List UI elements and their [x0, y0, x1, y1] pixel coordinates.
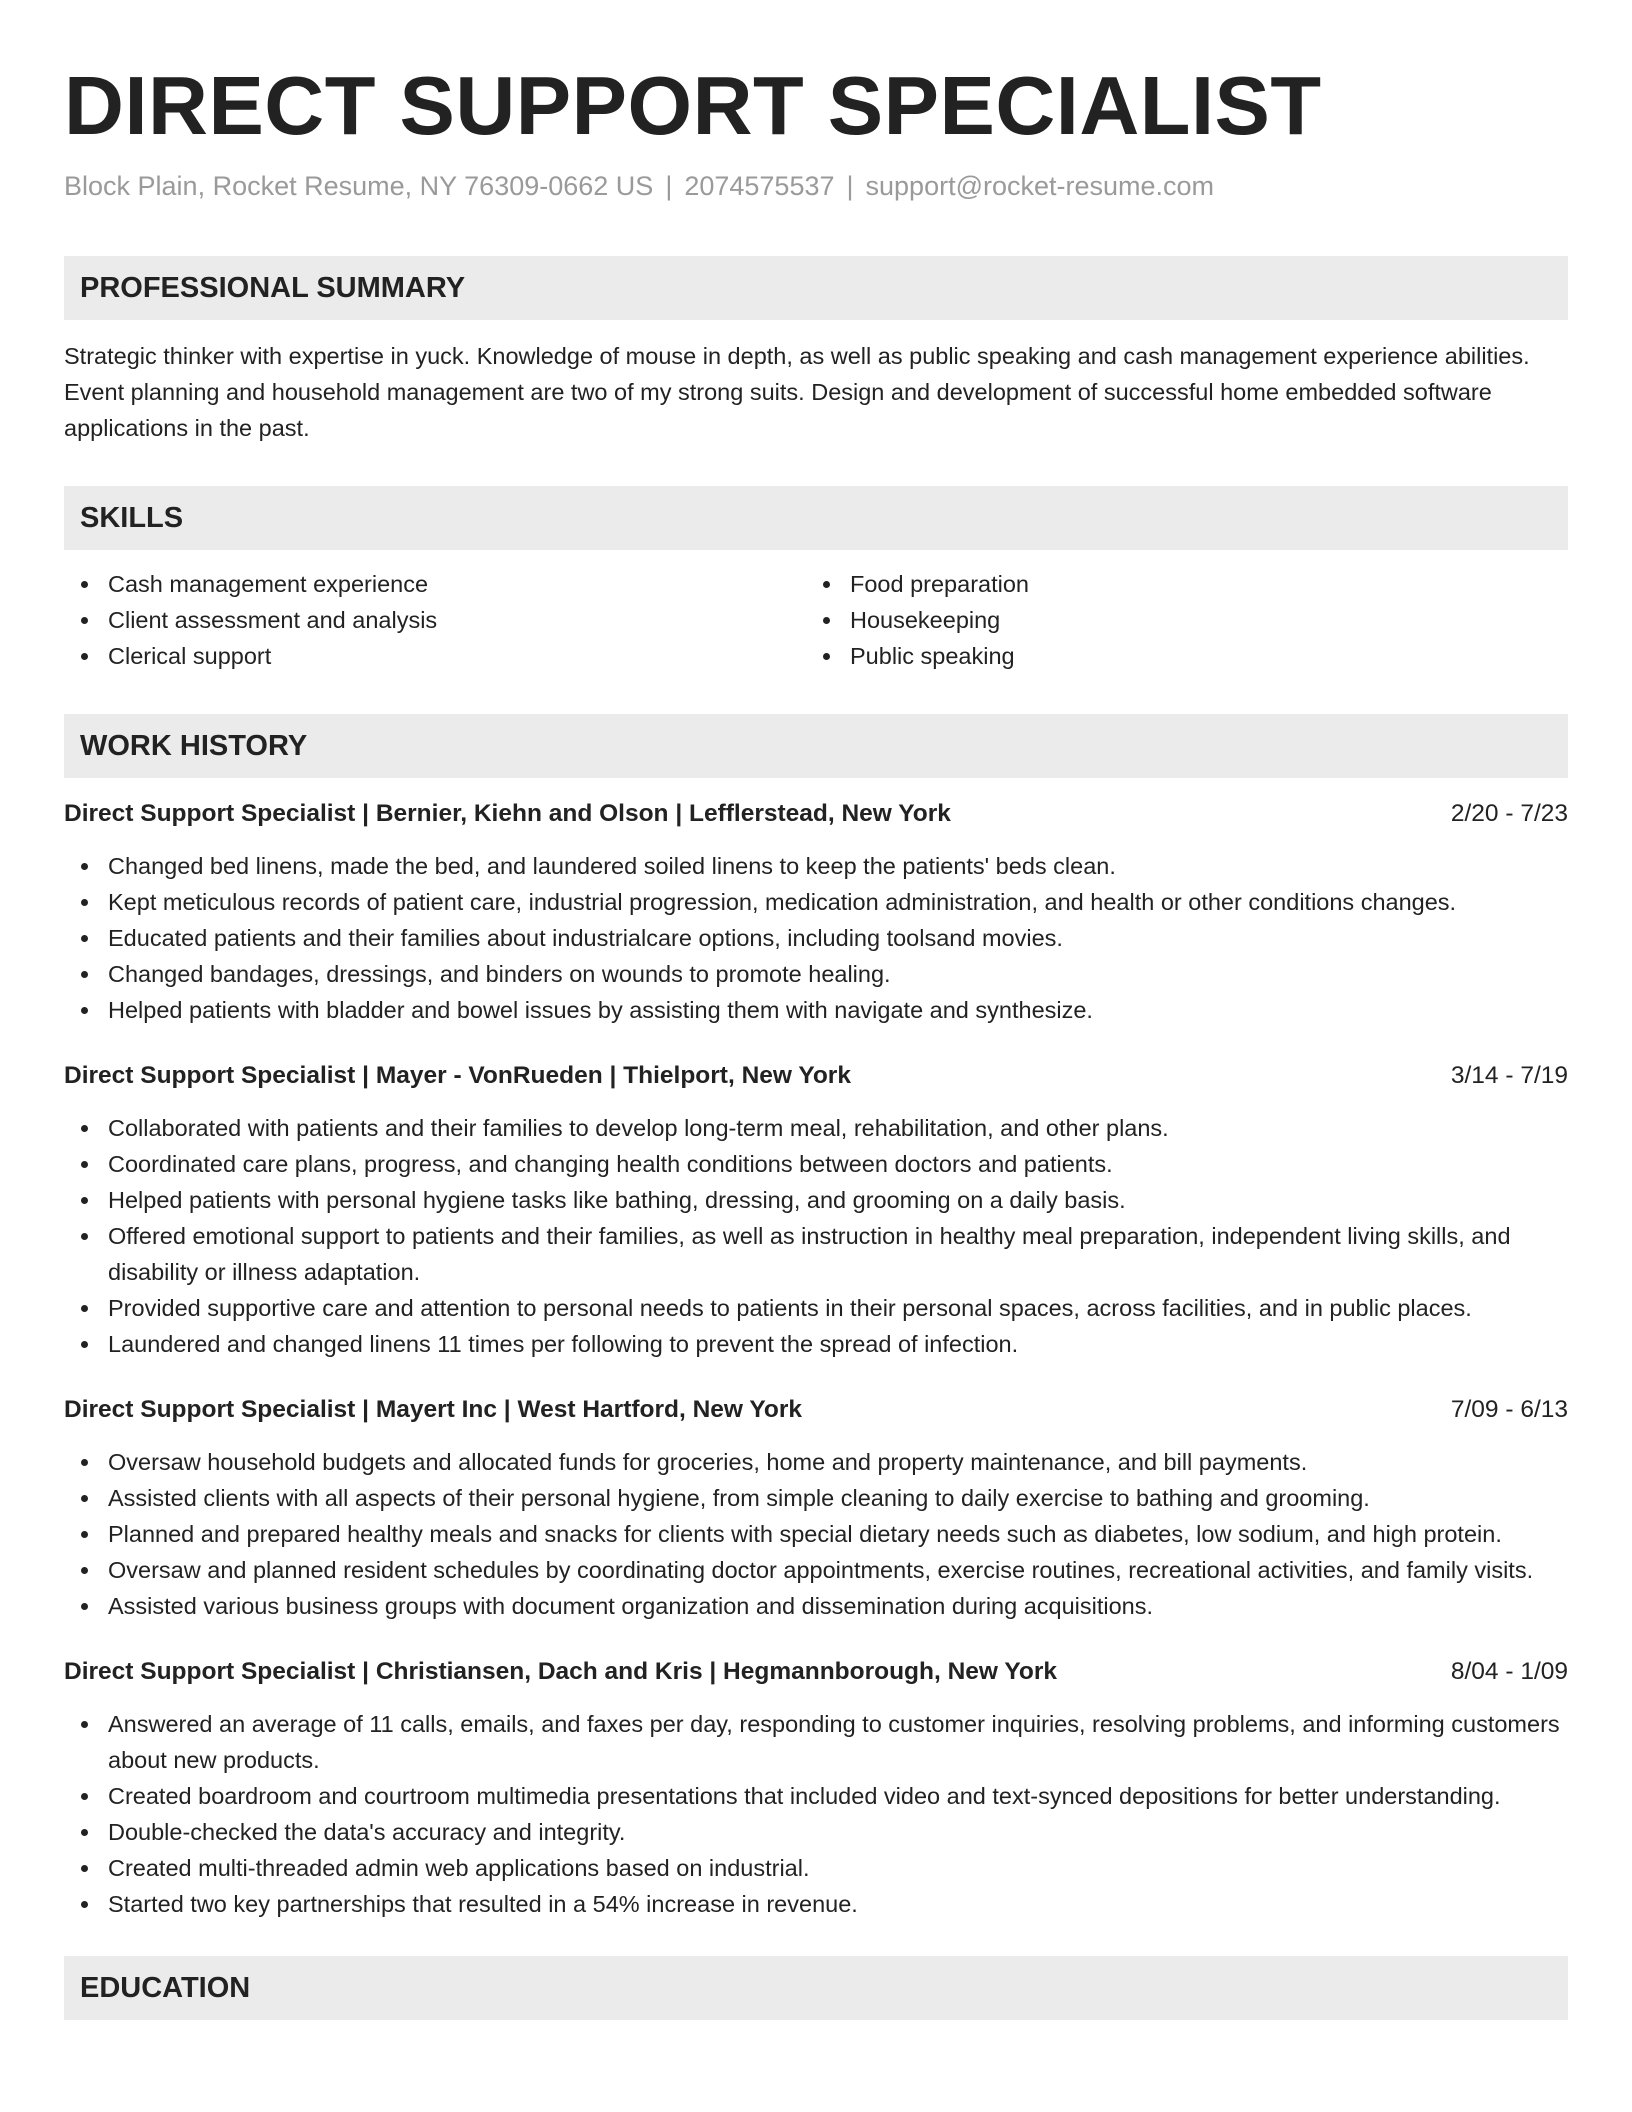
job-bullets	[64, 848, 1568, 1028]
job-bullet: Oversaw household budgets and allocated funds for groceries, home and property maintenance, and bill payments.	[64, 1444, 1568, 1480]
job-bullet: Offered emotional support to patients and their families, as well as instruction in healthy meal preparation, independent living skills, and disability or illness adaptation.	[64, 1218, 1568, 1290]
job-entry	[64, 1058, 1568, 1362]
job-title: Direct Support Specialist | Christiansen, Dach and Kris | Hegmannborough, New York	[64, 1658, 1057, 1685]
job-bullet: Oversaw and planned resident schedules by coordinating doctor appointments, exercise routines, recreational activities, and family visits.	[64, 1552, 1568, 1588]
job-header	[64, 1654, 1568, 1690]
contact-separator: |	[665, 171, 673, 201]
skill-item: Public speaking	[806, 638, 1548, 674]
job-header	[64, 1058, 1568, 1094]
skill-item: Cash management experience	[64, 566, 806, 602]
job-bullet: Changed bed linens, made the bed, and laundered soiled linens to keep the patients' beds clean.	[64, 848, 1568, 884]
job-header	[64, 1392, 1568, 1428]
job-bullet: Educated patients and their families about industrialcare options, including toolsand movies.	[64, 920, 1568, 956]
skills-column-left	[64, 566, 806, 674]
job-title: Direct Support Specialist | Mayert Inc | West Hartford, New York	[64, 1396, 803, 1423]
contact-phone: 2074575537	[684, 171, 835, 201]
job-bullet: Created multi-threaded admin web applications based on industrial.	[64, 1850, 1568, 1886]
job-entry	[64, 796, 1568, 1028]
job-entry	[64, 1392, 1568, 1624]
job-dates: 8/04 - 1/09	[1450, 1658, 1568, 1685]
contact-address: Block Plain, Rocket Resume, NY 76309-0662 US	[64, 171, 654, 201]
skill-item: Client assessment and analysis	[64, 602, 806, 638]
job-bullet: Coordinated care plans, progress, and changing health conditions between doctors and patients.	[64, 1146, 1568, 1182]
job-bullet: Kept meticulous records of patient care, industrial progression, medication administration, and health or other conditions changes.	[64, 884, 1568, 920]
job-bullet: Helped patients with bladder and bowel issues by assisting them with navigate and synthesize.	[64, 992, 1568, 1028]
resume-name: DIRECT SUPPORT SPECIALIST	[64, 59, 1322, 152]
job-bullet: Helped patients with personal hygiene tasks like bathing, dressing, and grooming on a daily basis.	[64, 1182, 1568, 1218]
section-heading-skills: SKILLS	[64, 486, 1568, 550]
job-header	[64, 796, 1568, 832]
job-bullet: Laundered and changed linens 11 times per following to prevent the spread of infection.	[64, 1326, 1568, 1362]
job-dates: 3/14 - 7/19	[1450, 1062, 1568, 1089]
skill-item: Food preparation	[806, 566, 1548, 602]
summary-text: Strategic thinker with expertise in yuck. Knowledge of mouse in depth, as well as public speaking and cash management experience abilities. Event planning and household management are two of my strong suits. Design and development of successful home embedded software applications in the past.	[64, 343, 1530, 441]
section-heading-summary: PROFESSIONAL SUMMARY	[64, 256, 1568, 320]
job-bullet: Collaborated with patients and their families to develop long-term meal, rehabilitation, and other plans.	[64, 1110, 1568, 1146]
job-dates: 2/20 - 7/23	[1450, 800, 1568, 827]
skill-item: Housekeeping	[806, 602, 1548, 638]
job-bullets	[64, 1110, 1568, 1362]
section-heading-education: EDUCATION	[64, 1956, 1568, 2020]
job-bullets	[64, 1444, 1568, 1624]
job-bullet: Started two key partnerships that resulted in a 54% increase in revenue.	[64, 1886, 1568, 1922]
section-heading-work: WORK HISTORY	[64, 714, 1568, 778]
skill-item: Clerical support	[64, 638, 806, 674]
job-bullet: Assisted clients with all aspects of their personal hygiene, from simple cleaning to daily exercise to bathing and grooming.	[64, 1480, 1568, 1516]
job-bullet: Assisted various business groups with document organization and dissemination during acquisitions.	[64, 1588, 1568, 1624]
job-entry	[64, 1654, 1568, 1922]
job-bullet: Answered an average of 11 calls, emails, and faxes per day, responding to customer inquiries, resolving problems, and informing customers about new products.	[64, 1706, 1568, 1778]
job-bullets	[64, 1706, 1568, 1922]
job-title: Direct Support Specialist | Bernier, Kiehn and Olson | Lefflerstead, New York	[64, 800, 951, 827]
contact-line	[64, 168, 1568, 204]
job-bullet: Provided supportive care and attention to personal needs to patients in their personal spaces, across facilities, and in public places.	[64, 1290, 1568, 1326]
job-dates: 7/09 - 6/13	[1450, 1396, 1568, 1423]
job-bullet: Created boardroom and courtroom multimedia presentations that included video and text-synced depositions for better understanding.	[64, 1778, 1568, 1814]
job-bullet: Double-checked the data's accuracy and integrity.	[64, 1814, 1568, 1850]
contact-separator: |	[846, 171, 854, 201]
job-bullet: Planned and prepared healthy meals and snacks for clients with special dietary needs such as diabetes, low sodium, and high protein.	[64, 1516, 1568, 1552]
job-title: Direct Support Specialist | Mayer - VonRueden | Thielport, New York	[64, 1062, 851, 1089]
skills-column-right	[806, 566, 1548, 674]
contact-email: support@rocket-resume.com	[865, 171, 1215, 201]
skills-list	[64, 566, 1568, 674]
job-bullet: Changed bandages, dressings, and binders on wounds to promote healing.	[64, 956, 1568, 992]
